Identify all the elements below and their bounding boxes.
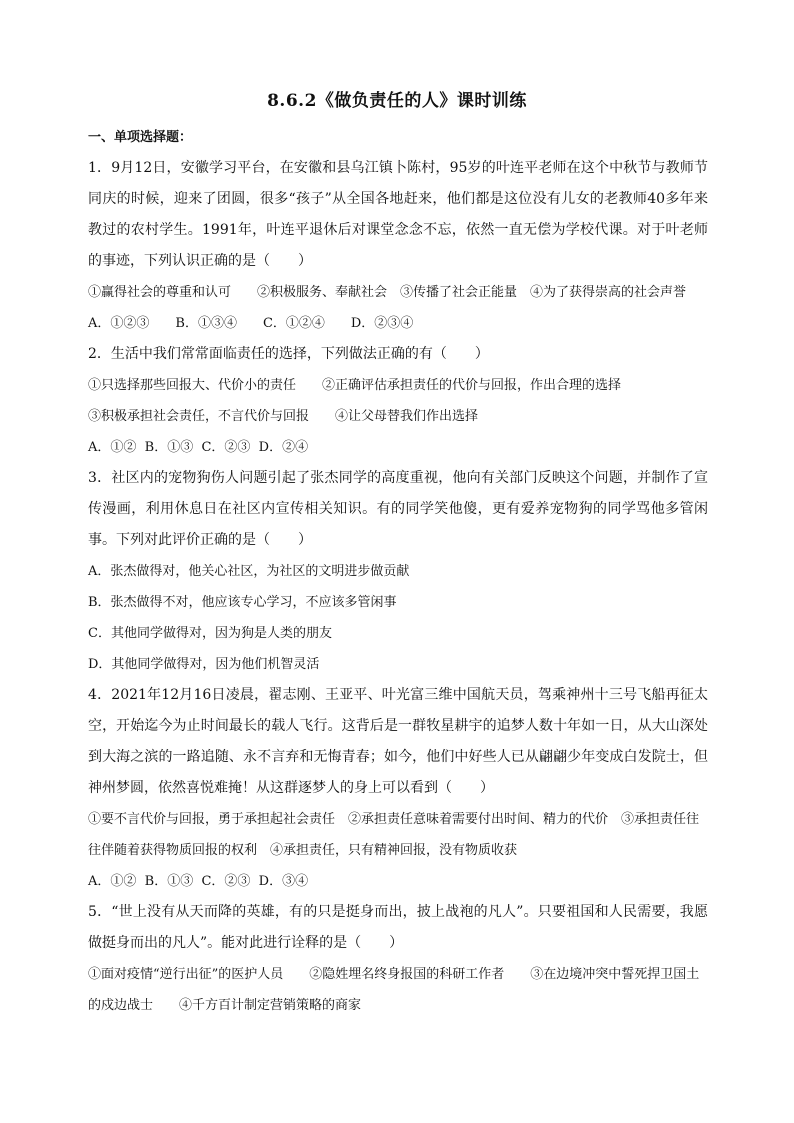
question-3-choice-d: D．其他同学做得对，因为他们机智灵活 [88, 657, 320, 672]
question-1-options: ①赢得社会的尊重和认可 ②积极服务、奉献社会 ③传播了社会正能量 ④为了获得崇高的社会声誉 [88, 285, 687, 300]
question-5-stem: 5．“世上没有从天而降的英雄，有的只是挺身而出，披上战袍的凡人”。只要祖国和人民需要，我愿做挺身而出的凡人”。能对此进行诠释的是（ ） [88, 904, 708, 951]
question-2-stem: 2．生活中我们常常面临责任的选择，下列做法正确的有（ ） [88, 346, 489, 362]
question-3-choice-b: B．张杰做得不对，他应该专心学习，不应该多管闲事 [88, 595, 397, 610]
question-4-stem: 4．2021年12月16日凌晨，翟志刚、王亚平、叶光富三维中国航天员，驾乘神州十三号飞船再征太空，开始迄今为止时间最长的载人飞行。这背后是一群牧星耕宇的追梦人数十年如一日，从大山深处到大海之滨的一路追随、永不言弃和无悔青春；如今，他们中好些人已从翩翩少年变成白发院士，但神州梦圆，依然喜悦难掩！从这群逐梦人的身上可以看到（ ） [88, 687, 708, 796]
question-3-choice-c: C．其他同学做得对，因为狗是人类的朋友 [88, 626, 332, 641]
document-body [88, 122, 708, 1021]
question-2-choices: A．①② B．①③ C．②③ D．②④ [88, 440, 309, 455]
question-5-options: ①面对疫情“逆行出征”的医护人员 ②隐姓埋名终身报国的科研工作者 ③在边境冲突中誓死捍卫国土的戍边战士 ④千方百计制定营销策略的商家 [88, 967, 700, 1013]
question-1-stem: 1．9月12日，安徽学习平台，在安徽和县乌江镇卜陈村，95岁的叶连平老师在这个中秋节与教师节同庆的时候，迎来了团圆，很多“孩子”从全国各地赶来，他们都是这位没有儿女的老教师40多年来教过的农村学生。1991年，叶连平退休后对课堂念念不忘，依然一直无偿为学校代课。对于叶老师的事迹，下列认识正确的是（ ） [88, 160, 708, 269]
question-3-stem: 3．社区内的宠物狗伤人问题引起了张杰同学的高度重视，他向有关部门反映这个问题，并制作了宣传漫画，利用休息日在社区内宣传相关知识。有的同学笑他傻，更有爱养宠物狗的同学骂他多管闲事。下列对此评价正确的是（ ） [88, 470, 708, 548]
page-title: 8.6.2《做负责任的人》课时训练 [267, 91, 527, 111]
section-heading: 一、单项选择题： [88, 130, 193, 145]
question-4-choices: A．①② B．①③ C．②③ D．③④ [88, 874, 309, 889]
question-3-choice-a: A．张杰做得对，他关心社区，为社区的文明进步做贡献 [88, 564, 410, 579]
question-1-choices: A．①②③ B．①③④ C．①②④ D．②③④ [88, 316, 414, 331]
question-4-options: ①要不言代价与回报，勇于承担起社会责任 ②承担责任意味着需要付出时间、精力的代价 ③承担责任往往伴随着获得物质回报的权利 ④承担责任，只有精神回报，没有物质收获 [88, 812, 700, 858]
question-2-option-line: ③积极承担社会责任，不言代价与回报 ④让父母替我们作出选择 [88, 409, 479, 424]
question-2-option-line: ①只选择那些回报大、代价小的责任 ②正确评估承担责任的代价与回报，作出合理的选择 [88, 378, 622, 393]
